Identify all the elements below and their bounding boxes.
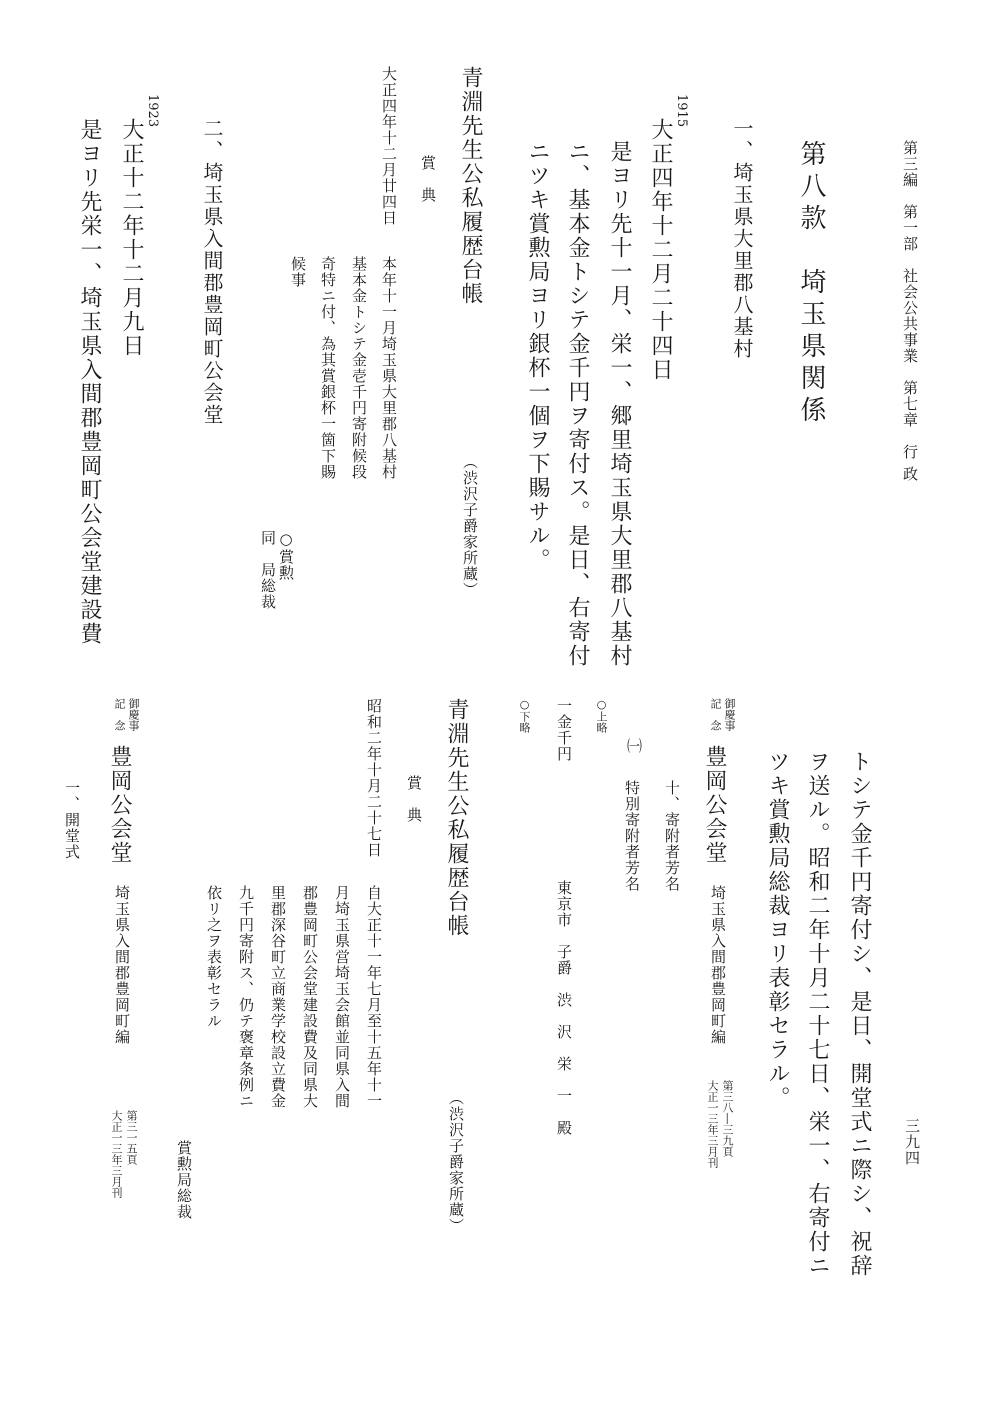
cont-body-line3: ツキ賞勲局総裁ヨリ表彰セラル。 [765, 750, 790, 1110]
source1-sub: 賞 典 [419, 155, 437, 203]
date1: 大正四年十二月二十四日 [648, 118, 673, 382]
list-special: 特別寄附者芳名 [623, 780, 641, 892]
doc2-body-line5: 九千円寄附ス、仍テ褒章条例ニ [237, 885, 255, 1109]
item2-heading: 二、埼玉県入間郡豊岡町公会堂 [200, 118, 224, 426]
cont-body-line1: トシテ金千円寄付シ、是日、開堂式ニ際シ、祝辞 [847, 750, 872, 1278]
src-b-editor: 埼玉県入間郡豊岡町編 [113, 885, 131, 1045]
body1-line3: ニツキ賞勲局ヨリ銀杯一個ヲ下賜サル。 [525, 140, 550, 572]
cont-body-line2: ヲ送ル。昭和二年十月二十七日、栄一、右寄付ニ [805, 750, 830, 1278]
page-number: 三九四 [903, 1118, 921, 1166]
doc1-body-line4: 候事 [289, 256, 307, 288]
doc1-sign-line2: 同 局総裁 [259, 530, 277, 610]
opening-ceremony: 一、開堂式 [63, 780, 81, 860]
donor: 東京市 子爵 渋 沢 栄 一 殿 [555, 880, 573, 1136]
source2-note: （渋沢子爵家所蔵） [447, 1090, 465, 1234]
src-a-pages-line1: 第三八―三九頁 [721, 1080, 734, 1157]
year2-western: 1923 [145, 94, 160, 128]
src-a-title: 豊岡公会堂 [702, 745, 727, 865]
src-b-title: 豊岡公会堂 [107, 745, 132, 865]
running-head: 第三編 第一部 社会公共事業 第七章 行 政 [901, 140, 919, 482]
doc2-date: 昭和二年十月二十七日 [365, 698, 383, 858]
source1-title: 青淵先生公私履歴台帳 [458, 66, 483, 306]
list-paren: ㈠ [625, 738, 643, 754]
src-a-pages-line2: 大正一三年三月刊 [706, 1080, 719, 1168]
src-b-label-line2: 記 念 [113, 698, 126, 731]
doc2-body-line2: 月埼玉県営埼玉会館並同県入間 [333, 885, 351, 1109]
doc1-sign-line1: ○賞勲 [277, 530, 295, 581]
body1-line1: 是ヨリ先十一月、栄一、郷里埼玉県大里郡八基村 [607, 140, 632, 668]
doc2-body-line3: 郡豊岡町公会堂建設費及同県大 [301, 885, 319, 1109]
list-ten: 十、寄附者芳名 [663, 780, 681, 892]
date2: 大正十二年十二月九日 [119, 118, 144, 358]
doc2-sign: 賞勲局総裁 [175, 1140, 193, 1220]
source2-title: 青淵先生公私履歴台帳 [444, 698, 469, 938]
doc2-body-line4: 里郡深谷町立商業学校設立費金 [269, 885, 287, 1109]
source1-note: （渋沢子爵家所蔵） [461, 454, 479, 598]
body2: 是ヨリ先栄一、埼玉県入間郡豊岡町公会堂建設費 [77, 118, 102, 646]
doc2-body-line1: 自大正十一年七月至十五年十一 [365, 885, 383, 1109]
src-a-label-line2: 記 念 [709, 698, 722, 731]
doc1-body-line2: 基本金トシテ金壱千円寄附候段 [350, 256, 368, 480]
src-b-label-line1: 御慶事 [127, 698, 140, 731]
src-b-pages-line2: 大正一三年三月刊 [110, 1110, 123, 1198]
donation-amount: 一金千円 [555, 698, 573, 762]
src-b-pages-line1: 第三一五頁 [125, 1110, 138, 1165]
src-a-label-line1: 御慶事 [723, 698, 736, 731]
year1-western: 1915 [674, 94, 689, 128]
doc1-date: 大正四年十二月廿四日 [380, 66, 398, 226]
omit-bottom: ○下略 [518, 698, 531, 733]
doc1-body-line3: 奇特ニ付、為其賞銀杯一箇下賜 [319, 256, 337, 480]
omit-top: ○上略 [595, 698, 608, 733]
section-title: 第八款 埼玉県関係 [796, 140, 826, 428]
doc1-body-line1: 本年十一月埼玉県大里郡八基村 [380, 256, 398, 480]
src-a-editor: 埼玉県入間郡豊岡町編 [709, 885, 727, 1045]
source2-sub: 賞 典 [405, 775, 423, 823]
doc2-body-line6: 依リ之ヲ表彰セラル [205, 885, 223, 1029]
item1-heading: 一、埼玉県大里郡八基村 [730, 118, 754, 360]
body1-line2: ニ、基本金トシテ金千円ヲ寄付ス。是日、右寄付 [565, 140, 590, 668]
